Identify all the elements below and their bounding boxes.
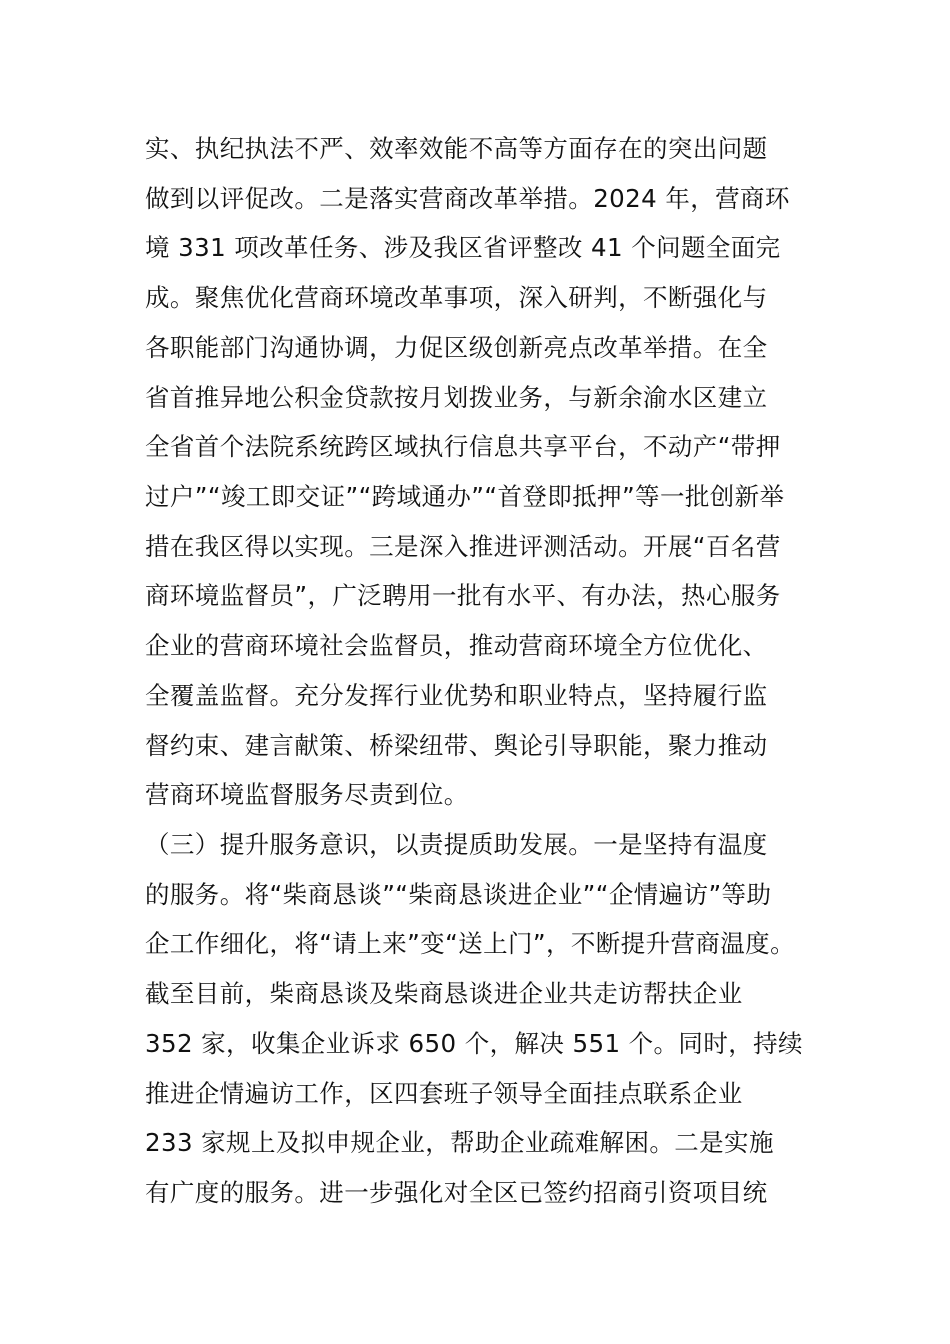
text-line: 的服务。将“柴商恳谈”“柴商恳谈进企业”“企情遍访”等助 [145, 880, 772, 909]
text-line: 做到以评促改。二是落实营商改革举措。2024 年，营商环 [145, 184, 790, 213]
text-line: 营商环境监督服务尽责到位。 [145, 780, 469, 809]
text-line: 推进企情遍访工作，区四套班子领导全面挂点联系企业 [145, 1079, 743, 1108]
text-line: 措在我区得以实现。三是深入推进评测活动。开展“百名营 [145, 532, 781, 561]
text-line: 有广度的服务。进一步强化对全区已签约招商引资项目统 [145, 1178, 768, 1207]
text-line: 过户”“竣工即交证”“跨域通办”“首登即抵押”等一批创新举 [145, 482, 785, 511]
text-line: 企工作细化，将“请上来”变“送上门”，不断提升营商温度。 [145, 929, 795, 958]
text-line: 成。聚焦优化营商环境改革事项，深入研判，不断强化与 [145, 283, 768, 312]
text-line: 商环境监督员”，广泛聘用一批有水平、有办法，热心服务 [145, 581, 781, 610]
text-line: 各职能部门沟通协调，力促区级创新亮点改革举措。在全 [145, 333, 768, 362]
text-line: 截至目前，柴商恳谈及柴商恳谈进企业共走访帮扶企业 [145, 979, 743, 1008]
text-line: 全覆盖监督。充分发挥行业优势和职业特点，坚持履行监 [145, 681, 768, 710]
text-line: 督约束、建言献策、桥梁纽带、舆论引导职能，聚力推动 [145, 731, 768, 760]
text-line: 境 331 项改革任务、涉及我区省评整改 41 个问题全面完 [145, 233, 781, 262]
text-line: 233 家规上及拟申规企业，帮助企业疏难解困。二是实施 [145, 1128, 774, 1157]
text-line: 352 家，收集企业诉求 650 个，解决 551 个。同时，持续 [145, 1029, 803, 1058]
text-line: 省首推异地公积金贷款按月划拨业务，与新余渝水区建立 [145, 383, 768, 412]
text-line: 实、执纪执法不严、效率效能不高等方面存在的突出问题 [145, 134, 768, 163]
text-line: 全省首个法院系统跨区域执行信息共享平台，不动产“带押 [145, 432, 781, 461]
section-heading-line: （三）提升服务意识，以责提质助发展。一是坚持有温度 [145, 830, 768, 859]
text-line: 企业的营商环境社会监督员，推动营商环境全方位优化、 [145, 631, 768, 660]
